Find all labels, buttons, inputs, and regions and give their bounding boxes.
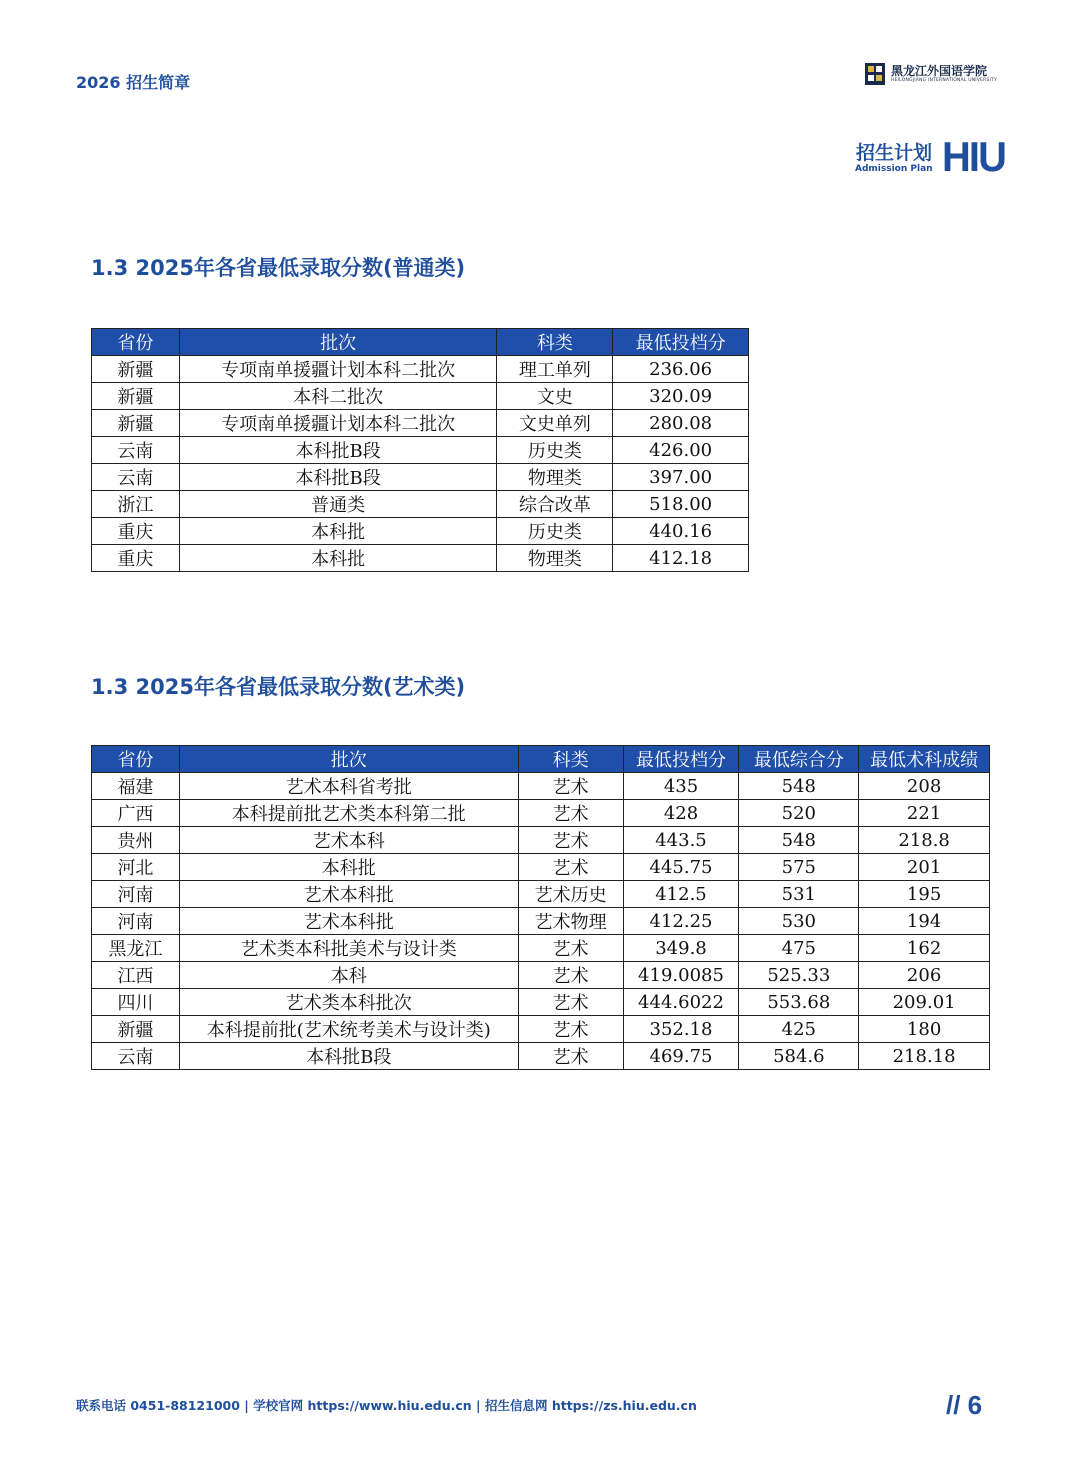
table-row (92, 518, 749, 545)
table-row (92, 827, 990, 854)
table-cell: 本科提前批(艺术统考美术与设计类) (179, 1016, 518, 1043)
table-cell: 新疆 (92, 410, 180, 437)
table-cell: 280.08 (613, 410, 749, 437)
table-cell: 320.09 (613, 383, 749, 410)
table-cell: 419.0085 (623, 962, 739, 989)
table-cell: 397.00 (613, 464, 749, 491)
table-cell: 艺术类本科批美术与设计类 (179, 935, 518, 962)
table-cell: 艺术 (518, 800, 623, 827)
table-row (92, 491, 749, 518)
table-cell: 218.18 (859, 1043, 990, 1070)
table-cell: 本科批B段 (179, 437, 497, 464)
table-cell: 530 (739, 908, 859, 935)
table-cell: 历史类 (497, 437, 613, 464)
table-cell: 普通类 (179, 491, 497, 518)
table-cell: 艺术本科省考批 (179, 773, 518, 800)
table-cell: 208 (859, 773, 990, 800)
table-cell: 云南 (92, 1043, 180, 1070)
table-cell: 江西 (92, 962, 180, 989)
table-cell: 艺术 (518, 1016, 623, 1043)
table-cell: 理工单列 (497, 356, 613, 383)
table-cell: 412.25 (623, 908, 739, 935)
table-header-row (92, 329, 749, 356)
table-cell: 物理类 (497, 464, 613, 491)
table-cell: 艺术 (518, 854, 623, 881)
table-cell: 本科提前批艺术类本科第二批 (179, 800, 518, 827)
general-scores-table (91, 328, 749, 572)
column-header: 最低投档分 (623, 746, 739, 773)
table-row (92, 464, 749, 491)
table-cell: 本科 (179, 962, 518, 989)
table-cell: 236.06 (613, 356, 749, 383)
table-cell: 浙江 (92, 491, 180, 518)
table-cell: 426.00 (613, 437, 749, 464)
table-cell: 548 (739, 773, 859, 800)
table-cell: 本科批 (179, 854, 518, 881)
university-crest-icon (864, 62, 886, 86)
table-cell: 专项南单援疆计划本科二批次 (179, 356, 497, 383)
table-cell: 云南 (92, 437, 180, 464)
table-cell: 综合改革 (497, 491, 613, 518)
column-header: 批次 (179, 746, 518, 773)
table-cell: 艺术本科批 (179, 881, 518, 908)
table-cell: 180 (859, 1016, 990, 1043)
table-cell: 518.00 (613, 491, 749, 518)
table-cell: 525.33 (739, 962, 859, 989)
table-cell: 575 (739, 854, 859, 881)
column-header: 批次 (179, 329, 497, 356)
table-row (92, 1043, 990, 1070)
table-cell: 历史类 (497, 518, 613, 545)
table-cell: 重庆 (92, 518, 180, 545)
table-cell: 206 (859, 962, 990, 989)
logo-chinese-name: 黑龙江外国语学院 (891, 64, 988, 78)
column-header: 最低投档分 (613, 329, 749, 356)
table-row (92, 881, 990, 908)
table-cell: 四川 (92, 989, 180, 1016)
table-cell: 195 (859, 881, 990, 908)
table-cell: 文史 (497, 383, 613, 410)
plan-english-label: Admission Plan (855, 164, 933, 174)
table-cell: 352.18 (623, 1016, 739, 1043)
column-header: 科类 (497, 329, 613, 356)
table-cell: 福建 (92, 773, 180, 800)
table-cell: 201 (859, 854, 990, 881)
table-cell: 444.6022 (623, 989, 739, 1016)
table-cell: 412.5 (623, 881, 739, 908)
admission-plan-badge (850, 133, 1006, 180)
section-title-general: 1.3 2025年各省最低录取分数(普通类) (91, 256, 466, 280)
table-cell: 209.01 (859, 989, 990, 1016)
table-cell: 河南 (92, 908, 180, 935)
art-scores-table (91, 745, 990, 1070)
column-header: 省份 (92, 746, 180, 773)
table-cell: 重庆 (92, 545, 180, 572)
table-cell: 584.6 (739, 1043, 859, 1070)
table-cell: 445.75 (623, 854, 739, 881)
table-cell: 艺术 (518, 989, 623, 1016)
footer-contact-info: 联系电话 0451-88121000 | 学校官网 https://www.hiu.edu.cn | 招生信息网 https://zs.hiu.edu.cn (76, 1398, 697, 1413)
table-cell: 425 (739, 1016, 859, 1043)
table-row (92, 410, 749, 437)
table-cell: 162 (859, 935, 990, 962)
table-cell: 艺术 (518, 962, 623, 989)
logo-english-name: HEILONGJIANG INTERNATIONAL UNIVERSITY (891, 78, 997, 83)
table-cell: 云南 (92, 464, 180, 491)
table-cell: 本科二批次 (179, 383, 497, 410)
table-cell: 469.75 (623, 1043, 739, 1070)
table-cell: 艺术类本科批次 (179, 989, 518, 1016)
table-row (92, 800, 990, 827)
table-row (92, 437, 749, 464)
table-row (92, 356, 749, 383)
university-logo (864, 60, 997, 90)
table-row (92, 962, 990, 989)
section-title-art: 1.3 2025年各省最低录取分数(艺术类) (91, 675, 466, 699)
table-cell: 531 (739, 881, 859, 908)
hiu-logo-text: HIU (942, 133, 1006, 180)
table-cell: 440.16 (613, 518, 749, 545)
table-cell: 黑龙江 (92, 935, 180, 962)
table-cell: 艺术 (518, 1043, 623, 1070)
table-cell: 548 (739, 827, 859, 854)
table-cell: 218.8 (859, 827, 990, 854)
table-cell: 艺术 (518, 935, 623, 962)
table-cell: 本科批 (179, 545, 497, 572)
table-cell: 194 (859, 908, 990, 935)
column-header: 省份 (92, 329, 180, 356)
table-cell: 本科批B段 (179, 1043, 518, 1070)
table-cell: 艺术 (518, 773, 623, 800)
table-cell: 349.8 (623, 935, 739, 962)
table-cell: 475 (739, 935, 859, 962)
table-row (92, 935, 990, 962)
table-cell: 本科批B段 (179, 464, 497, 491)
document-header-title: 2026 招生简章 (76, 73, 191, 92)
plan-chinese-label: 招生计划 (856, 142, 933, 164)
table-cell: 新疆 (92, 356, 180, 383)
table-cell: 新疆 (92, 1016, 180, 1043)
page-number: // 6 (946, 1390, 983, 1420)
table-cell: 428 (623, 800, 739, 827)
table-cell: 553.68 (739, 989, 859, 1016)
table-cell: 河南 (92, 881, 180, 908)
table-cell: 本科批 (179, 518, 497, 545)
table-header-row (92, 746, 990, 773)
table-row (92, 545, 749, 572)
column-header: 最低综合分 (739, 746, 859, 773)
column-header: 科类 (518, 746, 623, 773)
table-cell: 435 (623, 773, 739, 800)
table-cell: 艺术本科批 (179, 908, 518, 935)
table-cell: 广西 (92, 800, 180, 827)
table-row (92, 989, 990, 1016)
table-cell: 贵州 (92, 827, 180, 854)
table-row (92, 773, 990, 800)
table-cell: 物理类 (497, 545, 613, 572)
table-cell: 443.5 (623, 827, 739, 854)
table-row (92, 383, 749, 410)
column-header: 最低术科成绩 (859, 746, 990, 773)
table-cell: 艺术 (518, 827, 623, 854)
table-cell: 艺术历史 (518, 881, 623, 908)
table-cell: 221 (859, 800, 990, 827)
table-cell: 520 (739, 800, 859, 827)
table-cell: 河北 (92, 854, 180, 881)
table-cell: 412.18 (613, 545, 749, 572)
table-row (92, 854, 990, 881)
table-row (92, 908, 990, 935)
table-cell: 文史单列 (497, 410, 613, 437)
table-row (92, 1016, 990, 1043)
table-cell: 艺术物理 (518, 908, 623, 935)
table-cell: 新疆 (92, 383, 180, 410)
table-cell: 专项南单援疆计划本科二批次 (179, 410, 497, 437)
table-cell: 艺术本科 (179, 827, 518, 854)
